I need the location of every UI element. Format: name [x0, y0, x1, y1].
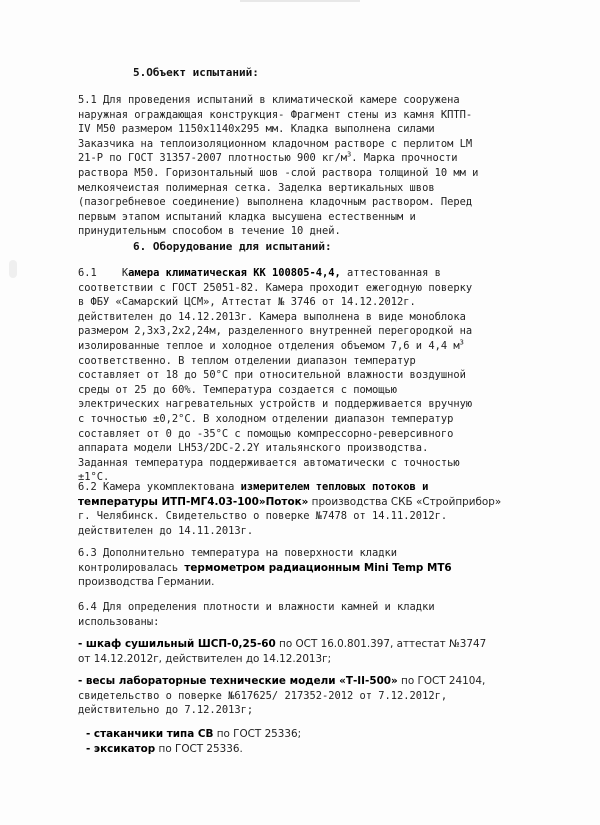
text-line — [78, 561, 538, 576]
text-line — [78, 181, 538, 196]
section-6-heading: 6. Оборудование для испытаний: — [133, 240, 332, 253]
equipment-item-scales — [78, 674, 538, 718]
equipment-item-drying-oven — [78, 637, 538, 666]
text-line — [78, 689, 538, 704]
text-line — [78, 546, 538, 561]
line-text: 6.3 Дополнительно температура на поверхности кладки — [78, 547, 398, 559]
punch-hole-mark — [9, 260, 17, 278]
text-line — [78, 281, 538, 296]
line-text: по ГОСТ 24104, — [397, 675, 486, 687]
text-line — [78, 122, 538, 137]
line-text: аппарата модели LH53/2DC-2.2Y итальянского производства. — [78, 442, 429, 455]
equipment-name: - стаканчики типа СВ — [86, 728, 214, 740]
paragraph-6-3 — [78, 546, 538, 590]
line-text: ±1°С. — [78, 471, 110, 484]
text-line — [78, 210, 538, 225]
text-line — [78, 575, 538, 590]
line-text: 6.2 Камера укомплектована — [78, 481, 241, 493]
line-text: 6.4 Для определения плотности и влажности камней и кладки — [78, 601, 435, 613]
line-text: от 14.12.2012г, действителен до 14.12.2013г; — [78, 652, 332, 665]
line-text: Заказчика на теплоизоляционном кладочном растворе с перлитом LM — [78, 137, 473, 150]
text-line — [78, 266, 538, 281]
line-text: производства СКБ «Стройприбор» — [308, 495, 502, 508]
line-text: электрических нагревательных устройств и поддерживается вручную — [78, 398, 473, 411]
text-line — [78, 495, 538, 510]
line-text: 21-Р по ГОСТ 31357-2007 плотностью 900 кг/м — [78, 152, 347, 165]
text-line — [78, 427, 538, 442]
line-text: составляет от 0 до -35°С с помощью компрессорно-реверсивного — [78, 427, 454, 440]
text-line — [78, 108, 538, 123]
line-text: по ГОСТ 25336; — [213, 728, 302, 740]
line-text: по ОСТ 16.0.801.397, аттестат №3747 — [275, 638, 487, 650]
line-text: первым этапом испытаний кладка высушена естественным и — [78, 210, 416, 223]
line-text: действительно до 7.12.2013г; — [78, 704, 254, 717]
paragraph-5-1 — [78, 93, 538, 239]
text-line — [78, 224, 538, 239]
line-text: с точностью ±0,2°С. В холодном отделении диапазон температур — [78, 412, 454, 425]
text-line — [78, 600, 538, 615]
superscript: 3 — [459, 338, 464, 347]
line-text: действителен до 14.11.2013г. — [78, 524, 254, 537]
line-text: К — [121, 267, 129, 279]
superscript: 3 — [347, 150, 352, 159]
text-line — [78, 93, 538, 108]
text-line — [78, 441, 538, 456]
text-line — [78, 652, 538, 667]
paragraph-6-2 — [78, 480, 538, 538]
text-line — [78, 674, 538, 689]
text-line — [78, 354, 538, 369]
text-line — [78, 615, 538, 630]
section-5-heading: 5.Объект испытаний: — [133, 66, 259, 79]
text-line — [78, 456, 538, 471]
equipment-name: амера климатическая КК 100805-4,4, — [128, 267, 341, 279]
text-line — [78, 480, 538, 495]
paragraph-number: 6.1 — [78, 267, 97, 279]
line-text: аттестованная в — [340, 267, 441, 279]
text-line — [78, 524, 538, 539]
line-text: г. Челябинск. Свидетельство о поверке №7478 от 14.11.2012г. — [78, 510, 448, 523]
equipment-name: температуры ИТП-МГ4.03-100»Поток» — [78, 495, 309, 508]
text-line — [78, 397, 538, 412]
line-text: свидетельство о поверке №617625/ 217352-2012 от 7.12.2012г, — [78, 689, 448, 702]
line-text: IV М50 размером 1150х1140х295 мм. Кладка выполнена силами — [78, 123, 435, 136]
line-text: Заданная температура поддерживается автоматически с точностью — [78, 456, 460, 469]
line-text: по ГОСТ 25336. — [155, 743, 243, 755]
equipment-name: - шкаф сушильный ШСП-0,25-60 — [78, 638, 276, 650]
line-text: наружная ограждающая конструкция- Фрагмент стены из камня КПТП- — [78, 108, 473, 121]
text-line — [78, 137, 538, 152]
text-line — [78, 383, 538, 398]
text-line — [78, 703, 538, 718]
text-line — [78, 368, 538, 383]
line-text: производства Германии. — [78, 576, 215, 589]
line-text: контролировалась — [78, 561, 185, 574]
line-text: . Марка прочности — [351, 152, 458, 165]
equipment-item-desiccator — [86, 742, 546, 757]
text-line — [78, 295, 538, 310]
text-line — [78, 509, 538, 524]
equipment-name: термометром радиационным Mini Temp MT6 — [184, 561, 452, 574]
line-text: изолированные теплое и холодное отделения объемом 7,6 и 4,4 м — [78, 339, 460, 352]
paragraph-6-4 — [78, 600, 538, 629]
text-line — [86, 742, 546, 757]
text-line — [78, 195, 538, 210]
line-text: мелкоячеистая полимерная сетка. Заделка вертикальных швов — [78, 181, 435, 194]
line-text: использованы: — [78, 615, 160, 628]
line-text: соответственно. В теплом отделении диапазон температур — [78, 354, 416, 367]
line-text: (пазогребневое соединение) выполнена кладочным раствором. Перед — [78, 196, 473, 209]
equipment-name: измерителем тепловых потоков и — [240, 481, 429, 493]
line-text: принудительным способом в течение 10 дней. — [78, 225, 341, 238]
line-text: раствора М50. Горизонтальный шов -слой раствора толщиной 10 мм и — [78, 166, 479, 179]
line-text: действителен до 14.12.2013г. Камера выполнена в виде моноблока — [78, 310, 466, 323]
equipment-name: - весы лабораторные технические модели «Т-II-500» — [78, 675, 398, 687]
text-line — [78, 151, 538, 166]
line-text: в ФБУ «Самарский ЦСМ», Аттестат № 3746 от 14.12.2012г. — [78, 296, 416, 309]
text-line — [78, 637, 538, 652]
equipment-name: - эксикатор — [86, 743, 156, 755]
text-line — [78, 339, 538, 354]
line-text: среды от 25 до 60%. Температура создается с помощью — [78, 383, 398, 396]
text-line — [78, 310, 538, 325]
line-text: 5.1 Для проведения испытаний в климатической камере сооружена — [78, 94, 460, 106]
text-line — [78, 324, 538, 339]
text-line — [78, 166, 538, 181]
line-text: составляет от 18 до 50°С при относительной влажности воздушной — [78, 369, 466, 382]
paragraph-6-1 — [78, 266, 538, 485]
line-text: размером 2,3х3,2х2,24м, разделенного внутренней перегородкой на — [78, 325, 473, 338]
scan-artifact — [240, 0, 360, 2]
text-line — [86, 727, 546, 742]
line-text: соответствии с ГОСТ 25051-82. Камера проходит ежегодную поверку — [78, 281, 473, 294]
equipment-item-weighing-cups — [86, 727, 546, 742]
text-line — [78, 412, 538, 427]
